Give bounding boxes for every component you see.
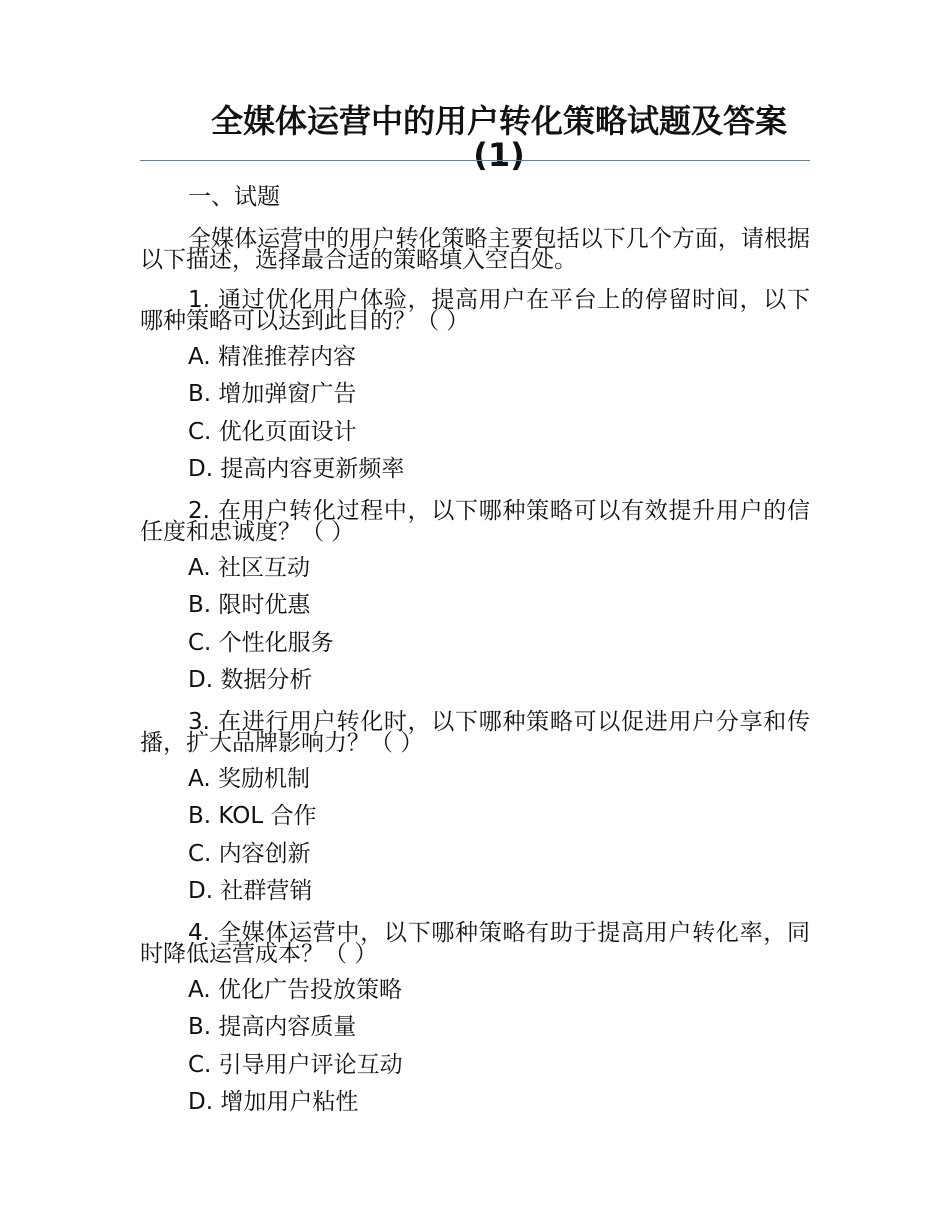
option-d: D. 社群营销 — [188, 878, 313, 904]
option-c: C. 个性化服务 — [188, 629, 334, 656]
intro-block — [140, 217, 810, 278]
question-stem: 3. 在进行用户转化时，以下哪种策略可以促进用户分享和传播，扩大品牌影响力？（ ） — [140, 708, 810, 756]
question-2 — [140, 489, 810, 700]
question-stem: 2. 在用户转化过程中，以下哪种策略可以有效提升用户的信任度和忠诚度？（ ） — [140, 497, 810, 545]
option-c: C. 内容创新 — [188, 840, 311, 867]
question-4 — [140, 911, 810, 1122]
document-title: 全媒体运营中的用户转化策略试题及答案(1) — [210, 102, 787, 174]
option-a: A. 社区互动 — [188, 554, 310, 581]
option-a: A. 奖励机制 — [188, 765, 310, 792]
option-a: A. 精准推荐内容 — [188, 343, 356, 370]
section-heading: 一、试题 — [188, 184, 280, 210]
option-d: D. 增加用户粘性 — [188, 1089, 359, 1115]
intro-paragraph: 全媒体运营中的用户转化策略主要包括以下几个方面，请根据以下描述，选择最合适的策略填入空白处。 — [140, 225, 810, 273]
question-stem: 1. 通过优化用户体验，提高用户在平台上的停留时间，以下哪种策略可以达到此目的？（ ） — [140, 286, 810, 334]
question-1 — [140, 278, 810, 489]
question-stem-wrap — [140, 911, 810, 972]
option-b: B. 增加弹窗广告 — [188, 381, 357, 407]
option-c: C. 引导用户评论互动 — [188, 1051, 403, 1078]
question-stem-wrap — [140, 489, 810, 550]
option-b: B. 提高内容质量 — [188, 1014, 357, 1040]
question-stem-wrap — [140, 278, 810, 339]
option-b: B. 限时优惠 — [188, 592, 311, 618]
option-d: D. 数据分析 — [188, 667, 313, 693]
document-body — [140, 179, 810, 1122]
option-a: A. 优化广告投放策略 — [188, 976, 402, 1003]
option-c: C. 优化页面设计 — [188, 418, 357, 445]
title-divider — [140, 160, 810, 161]
option-b: B. KOL 合作 — [188, 803, 317, 829]
option-d: D. 提高内容更新频率 — [188, 456, 405, 482]
question-3 — [140, 700, 810, 911]
question-stem-wrap — [140, 700, 810, 761]
question-stem: 4. 全媒体运营中，以下哪种策略有助于提高用户转化率，同时降低运营成本？（ ） — [140, 919, 810, 967]
